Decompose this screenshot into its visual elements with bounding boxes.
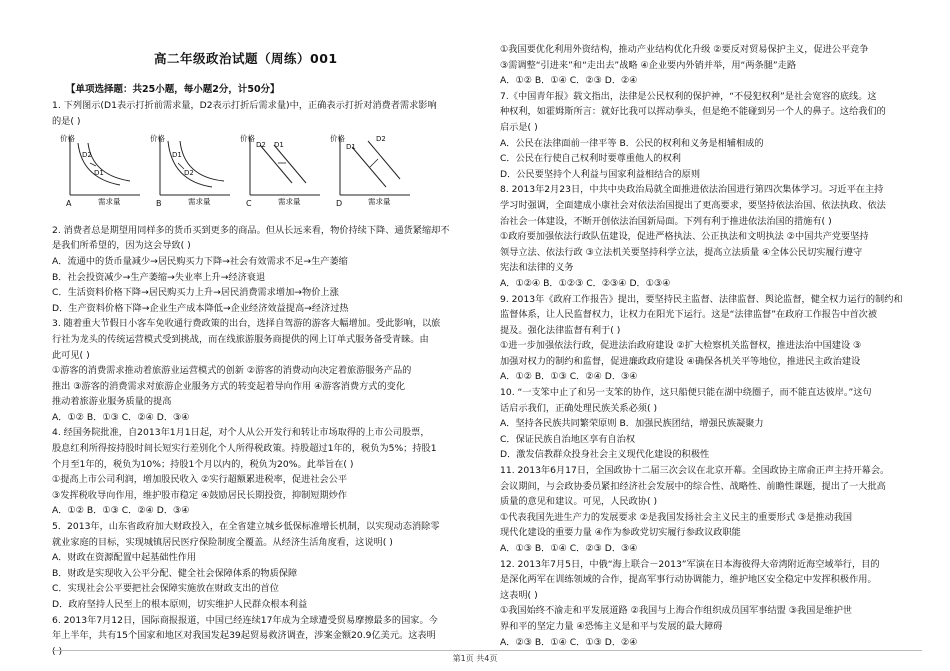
left-column-line: B．财政是实现收入公平分配、健全社会保障体系的物质保障 [52,567,298,579]
right-column-line: 是深化两军在训练领域的合作，提高军事行动协调能力，维护地区安全稳定中发挥积极作用。 [500,574,877,586]
footer-rule [52,650,922,651]
page-footer: 第1页 共4页 [452,654,498,663]
right-column-line: ①我国始终不渝走和平发展道路 ②我国与上海合作组织成员国军事结盟 ③我国是维护世 [500,605,853,617]
graph-c-ylabel: 价格 [240,134,255,143]
graph-d-label: D [336,199,343,208]
right-column-line: 8. 2013年2月23日，中共中央政治局就全面推进依法治国进行第四次集体学习。习近平在主持 [500,184,884,196]
right-column-line: 种权利，如霍姆斯所言：就好比我可以挥动拳头，但是绝不能碰到另一个人的鼻子。这给我们的 [500,106,886,118]
graph-b-label: B [156,199,162,208]
right-column-line: 11. 2013年6月17日，全国政协十二届三次会议在北京开幕。全国政协主席俞正声主持开幕会。 [500,465,890,477]
left-column-line: C．生活资料价格下降→居民购买力上升→居民消费需求增加→物价上涨 [52,287,339,299]
left-column-line: C．实现社会公平要把社会保障实施放在财政支出的首位 [52,583,279,595]
demand-graphs [60,133,420,211]
graph-c-curve-2: D1 [274,141,284,149]
graph-b-curve-1: D1 [172,151,182,159]
right-column-line: C．公民在行使自己权利时要尊重他人的权利 [500,153,681,165]
left-column-line: 6. 2013年7月12日，国际商报报道，中国已经连续17年成为全球遭受贸易摩擦最多的国家。今 [52,614,438,626]
left-column-line: 个月至1年的，税负为10%；持股1个月以内的，税负为20%。此举旨在( ) [52,458,354,470]
right-column-line: 领导立法、依法行政 ③立法机关要坚持科学立法，提高立法质量 ④全体公民切实履行遵守 [500,246,863,258]
right-column-line: A．公民在法律面前一律平等 B．公民的权利和义务是相辅相成的 [500,137,764,149]
left-column-line: 此可见( ) [52,349,90,361]
left-column-line: 是我们所希望的，因为这会导致( ) [52,240,191,252]
right-column-line: A．②③ B．①④ C．①③ D．②④ [500,636,638,648]
graph-a-label: A [66,199,72,208]
right-column-line: C．保证民族自治地区享有自治权 [500,433,636,445]
right-column-line: 学习时强调，全面建成小康社会对依法治国提出了更高要求，要坚持依法治国、依法执政、依法 [500,199,886,211]
left-column-line: D．生产资料价格下降→企业生产成本降低→企业经济效益提高→经济过热 [52,302,349,314]
right-column-line: 提及。强化法律监督有利于( ) [500,324,621,336]
right-column-line: 话启示我们，正确处理民族关系必须( ) [500,402,658,414]
left-column-line: 推出 ③游客的消费需求对旅游企业服务方式的转变起着导向作用 ④游客消费方式的变化 [52,380,406,392]
right-column-line: ①进一步加强依法行政，促进法治政府建设 ②扩大检察机关监督权，推进法治中国建设 ③ [500,340,862,352]
left-column-line: 2. 消费者总是期望用同样多的货币买到更多的商品。但从长远来看，物价持续下降、通货紧缩却不 [52,224,450,236]
graph-d-ylabel: 价格 [330,134,345,143]
left-column-line: ③发挥税收导向作用，维护股市稳定 ④鼓励居民长期投资，抑制短期炒作 [52,489,348,501]
right-column-line: ①政府要加强依法行政队伍建设，促进严格执法、公正执法和文明执法 ②中国共产党要坚持 [500,231,869,243]
left-column-line: 推动着旅游业服务质量的提高 [52,396,172,408]
left-column-line: 4. 经国务院批准，自2013年1月1日起，对个人从公开发行和转让市场取得的上市公司股票， [52,427,430,439]
section-heading: 【单项选择题：共25小题，每小题2分，计50分】 [66,84,280,95]
left-column-line: A．流通中的货币量减少→居民购买力下降→社会有效需求不足→生产萎缩 [52,255,348,267]
graph-c-curve-1: D2 [256,141,266,149]
left-column-line: 股息红利所得按持股时间长短实行差别化个人所得税政策。持股超过1年的，税负为5%；持股1 [52,443,437,455]
right-column-line: 9. 2013年《政府工作报告》提出，要坚持民主监督、法律监督、舆论监督，健全权力运行的制约和 [500,293,903,305]
left-column-line: 的是( ) [52,115,81,127]
right-column-line: A．坚持各民族共同繁荣原则 B．加强民族团结，增强民族凝聚力 [500,418,764,430]
right-column-line: A．①② B．①③ C．②④ D．③④ [500,371,638,383]
left-column-line: 1. 下列图示(D1表示打折前需求量，D2表示打折后需求量)中，正确表示打折对消费者需求影响 [52,100,437,111]
right-column-line: 治社会一体建设，不断开创依法治国新局面。下列有利于推进依法治国的措施有( ) [500,215,832,227]
left-column-line: ①提高上市公司利润，增加股民收入 ②实行超额累进税率，促进社会公平 [52,474,348,486]
graph-b-ylabel: 价格 [150,134,165,143]
left-column-line: A．①② B．①③ C．②④ D．③④ [52,505,190,517]
right-column-line: 会议期间，与会政协委员紧扣经济社会发展中的综合性、战略性、前瞻性课题，提出了一大批高 [500,480,886,492]
graph-d-curve-1: D1 [346,143,356,151]
left-column-line: A．财政在资源配置中起基础性作用 [52,552,197,564]
left-column-line: 就业家庭的目标，实现城镇居民医疗保险制度全覆盖。从经济生活角度看，这说明( ) [52,536,393,548]
right-column-line: ①代表我国先进生产力的发展要求 ②是我国发扬社会主义民主的重要形式 ③是推动我国 [500,511,853,523]
right-column [500,42,912,650]
left-column-line: 5．2013年，山东省政府加大财政投入，在全省建立城乡低保标准增长机制，以实现动态消除零 [52,521,440,533]
left-column-line: ①游客的消费需求推动着旅游业运营模式的创新 ②游客的消费动向决定着旅游服务产品的 [52,365,412,377]
right-column-line: A．①②④ B．①②③ C．②③④ D．①③④ [500,277,671,289]
right-column-line: A．①③ B．①④ C．②③ D．③④ [500,543,638,554]
right-column-line: 10. “一支笨中止了和另一支笨的协作，这只船便只能在湖中绕圈子，而不能直达彼岸。”这句 [500,387,872,399]
graph-d-curve-2: D2 [376,135,386,143]
graph-a-curve-2: D1 [94,169,104,177]
right-column-line: 启示是( ) [500,121,538,133]
right-column-line: 这表明( ) [500,589,538,601]
left-column-line: 3. 随着重大节假日小客车免收通行费政策的出台，选择自驾游的游客大幅增加。受此影响，以旅 [52,318,441,330]
graph-b-curve-2: D2 [184,169,194,177]
graph-b-xlabel: 需求量 [188,197,211,206]
graph-a-xlabel: 需求量 [98,197,121,206]
graph-d-xlabel: 需求量 [368,197,391,206]
left-column-line: 年上半年，共有15个国家和地区对我国发起39起贸易救济调查，涉案金额20.9亿美元。这表明 [52,630,436,642]
right-column-line: 监督体系，让人民监督权力，让权力在阳光下运行。这是“法律监督”在政府工作报告中首次被 [500,309,878,321]
left-column-line: ( ) [52,645,63,657]
right-column-line: D．激发信教群众投身社会主义现代化建设的积极性 [500,449,710,461]
graph-a-curve-1: D2 [82,151,92,159]
left-column-line: 行社为龙头的传统运营模式受到挑战，而在线旅游服务商提供的网上订单式服务备受青睐。由 [52,333,429,345]
right-column-line: ③需调整“引进来”和“走出去”战略 ④企业要内外销并举，用“两条腿”走路 [500,59,797,71]
right-column-line: 质量的意见和建议。可见，人民政协( ) [500,496,658,508]
graph-a-ylabel: 价格 [60,134,75,143]
right-column-line: D．公民要坚持个人利益与国家利益相结合的原则 [500,168,701,180]
right-column-line: 界和平的坚定力量 ④恐怖主义是和平与发展的最大障碍 [500,620,723,632]
graph-c-xlabel: 需求量 [278,197,301,206]
right-column-line: 宪法和法律的义务 [500,262,574,274]
right-column-line: 12. 2013年7月5日，中俄“海上联合－2013”军演在日本海彼得大帝湾附近海空域举行，目的 [500,558,880,570]
right-column-line: 7.《中国青年报》载文指出，法律是公民权利的保护神，“不侵犯权利”是社会宽容的底线。这 [500,90,877,102]
graph-c-label: C [246,199,252,208]
right-column-line: A．①② B．①④ C．②③ D．②④ [500,75,638,87]
left-column-line: A．①② B．①③ C．②④ D．③④ [52,411,190,423]
right-column-line: ①我国要优化利用外资结构，推动产业结构优化升级 ②要反对贸易保护主义，促进公平竞争 [500,44,869,55]
right-column-line: 加强对权力的制约和监督，促进廉政政府建设 ④确保各机关平等地位，推进民主政治建设 [500,355,861,367]
right-column-line: 现代化建设的重要力量 ④作为参政党切实履行参政议政职能 [500,527,741,539]
exam-title: 高二年级政治试题（周练）001 [154,51,338,66]
left-column-line: D．政府坚持人民至上的根本原则，切实维护人民群众根本利益 [52,599,308,610]
left-column-line: B．社会投资减少→生产萎缩→失业率上升→经济衰退 [52,271,266,283]
